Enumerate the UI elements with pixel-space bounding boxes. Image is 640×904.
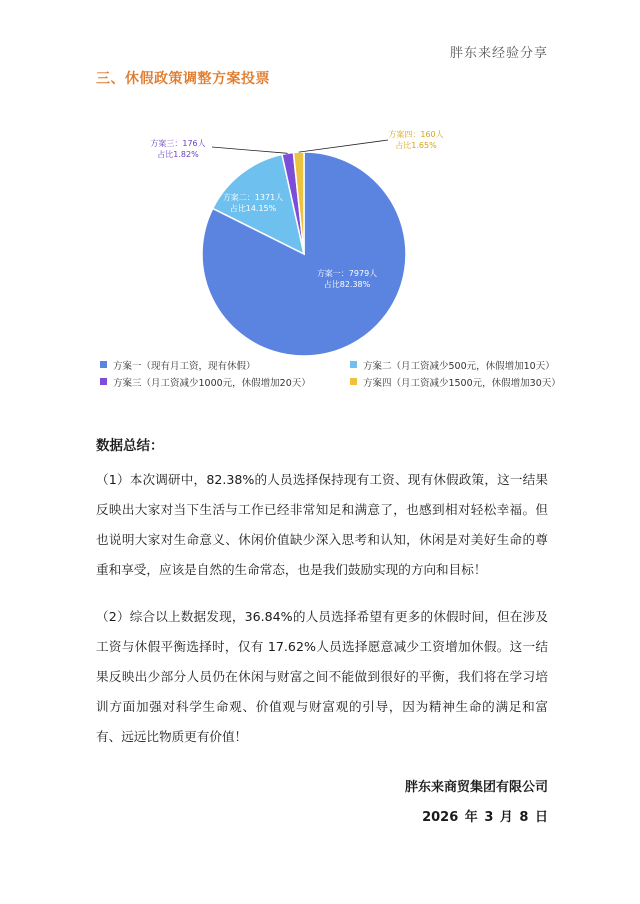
chart-legend (100, 356, 560, 390)
legend-swatch (100, 378, 107, 385)
brand-header: 胖东来经验分享 (449, 46, 548, 61)
slice-4-leader-line (299, 140, 388, 152)
legend-swatch (100, 361, 107, 368)
legend-item-2 (350, 358, 560, 372)
slice-4-label-percent: 占比1.65% (395, 141, 437, 150)
summary-paragraph-1: （1）本次调研中，82.38%的人员选择保持现有工资、现有休假政策，这一结果反映出大家对当下生活与工作已经非常知足和满意了，也感到相对轻松幸福。但也说明大家对生命意义、休闲价值缺少深入思考和认知，休闲是对美好生命的尊重和享受，应该是自然的生命常态，也是我们鼓励实现的方向和目标！ (96, 472, 548, 577)
slice-2-label-percent: 占比14.15% (229, 204, 277, 213)
slice-1-label-count: 方案一：7979人 (316, 269, 378, 278)
slice-2-label-count: 方案二：1371人 (222, 193, 284, 202)
company-signature: 胖东来商贸集团有限公司 (404, 780, 548, 795)
legend-swatch (350, 361, 357, 368)
slice-3-label-percent: 占比1.82% (157, 150, 199, 159)
slice-3-label-count: 方案三：176人 (150, 139, 206, 148)
legend-label: 方案三（月工资减少1000元，休假增加20天） (113, 377, 311, 389)
slice-1-label-percent: 占比82.38% (323, 280, 371, 289)
legend-item-1 (100, 358, 350, 372)
document-date: 2026 年 3 月 8 日 (422, 810, 548, 825)
legend-item-4 (350, 375, 560, 389)
slice-4-label-count: 方案四：160人 (388, 130, 444, 139)
summary-title: 数据总结： (96, 438, 164, 454)
section-title: 三、休假政策调整方案投票 (96, 71, 270, 87)
summary-paragraph-2: （2）综合以上数据发现，36.84%的人员选择希望有更多的休假时间，但在涉及工资与休假平衡选择时，仅有 17.62%人员选择愿意减少工资增加休假。这一结果反映出少部分人员仍在休闲与财富之间不能做到很好的平衡，我们将在学习培训方面加强对科学生命观、价值观与财富观的引导，因为精神生命的满足和富有、远远比物质更有价值！ (96, 609, 548, 744)
legend-label: 方案四（月工资减少1500元，休假增加30天） (362, 377, 561, 389)
slice-3-leader-line (212, 147, 288, 153)
legend-swatch (350, 378, 357, 385)
legend-label: 方案一（现有月工资，现有休假） (113, 360, 256, 372)
legend-label: 方案二（月工资减少500元，休假增加10天） (363, 360, 555, 372)
legend-item-3 (100, 375, 350, 389)
